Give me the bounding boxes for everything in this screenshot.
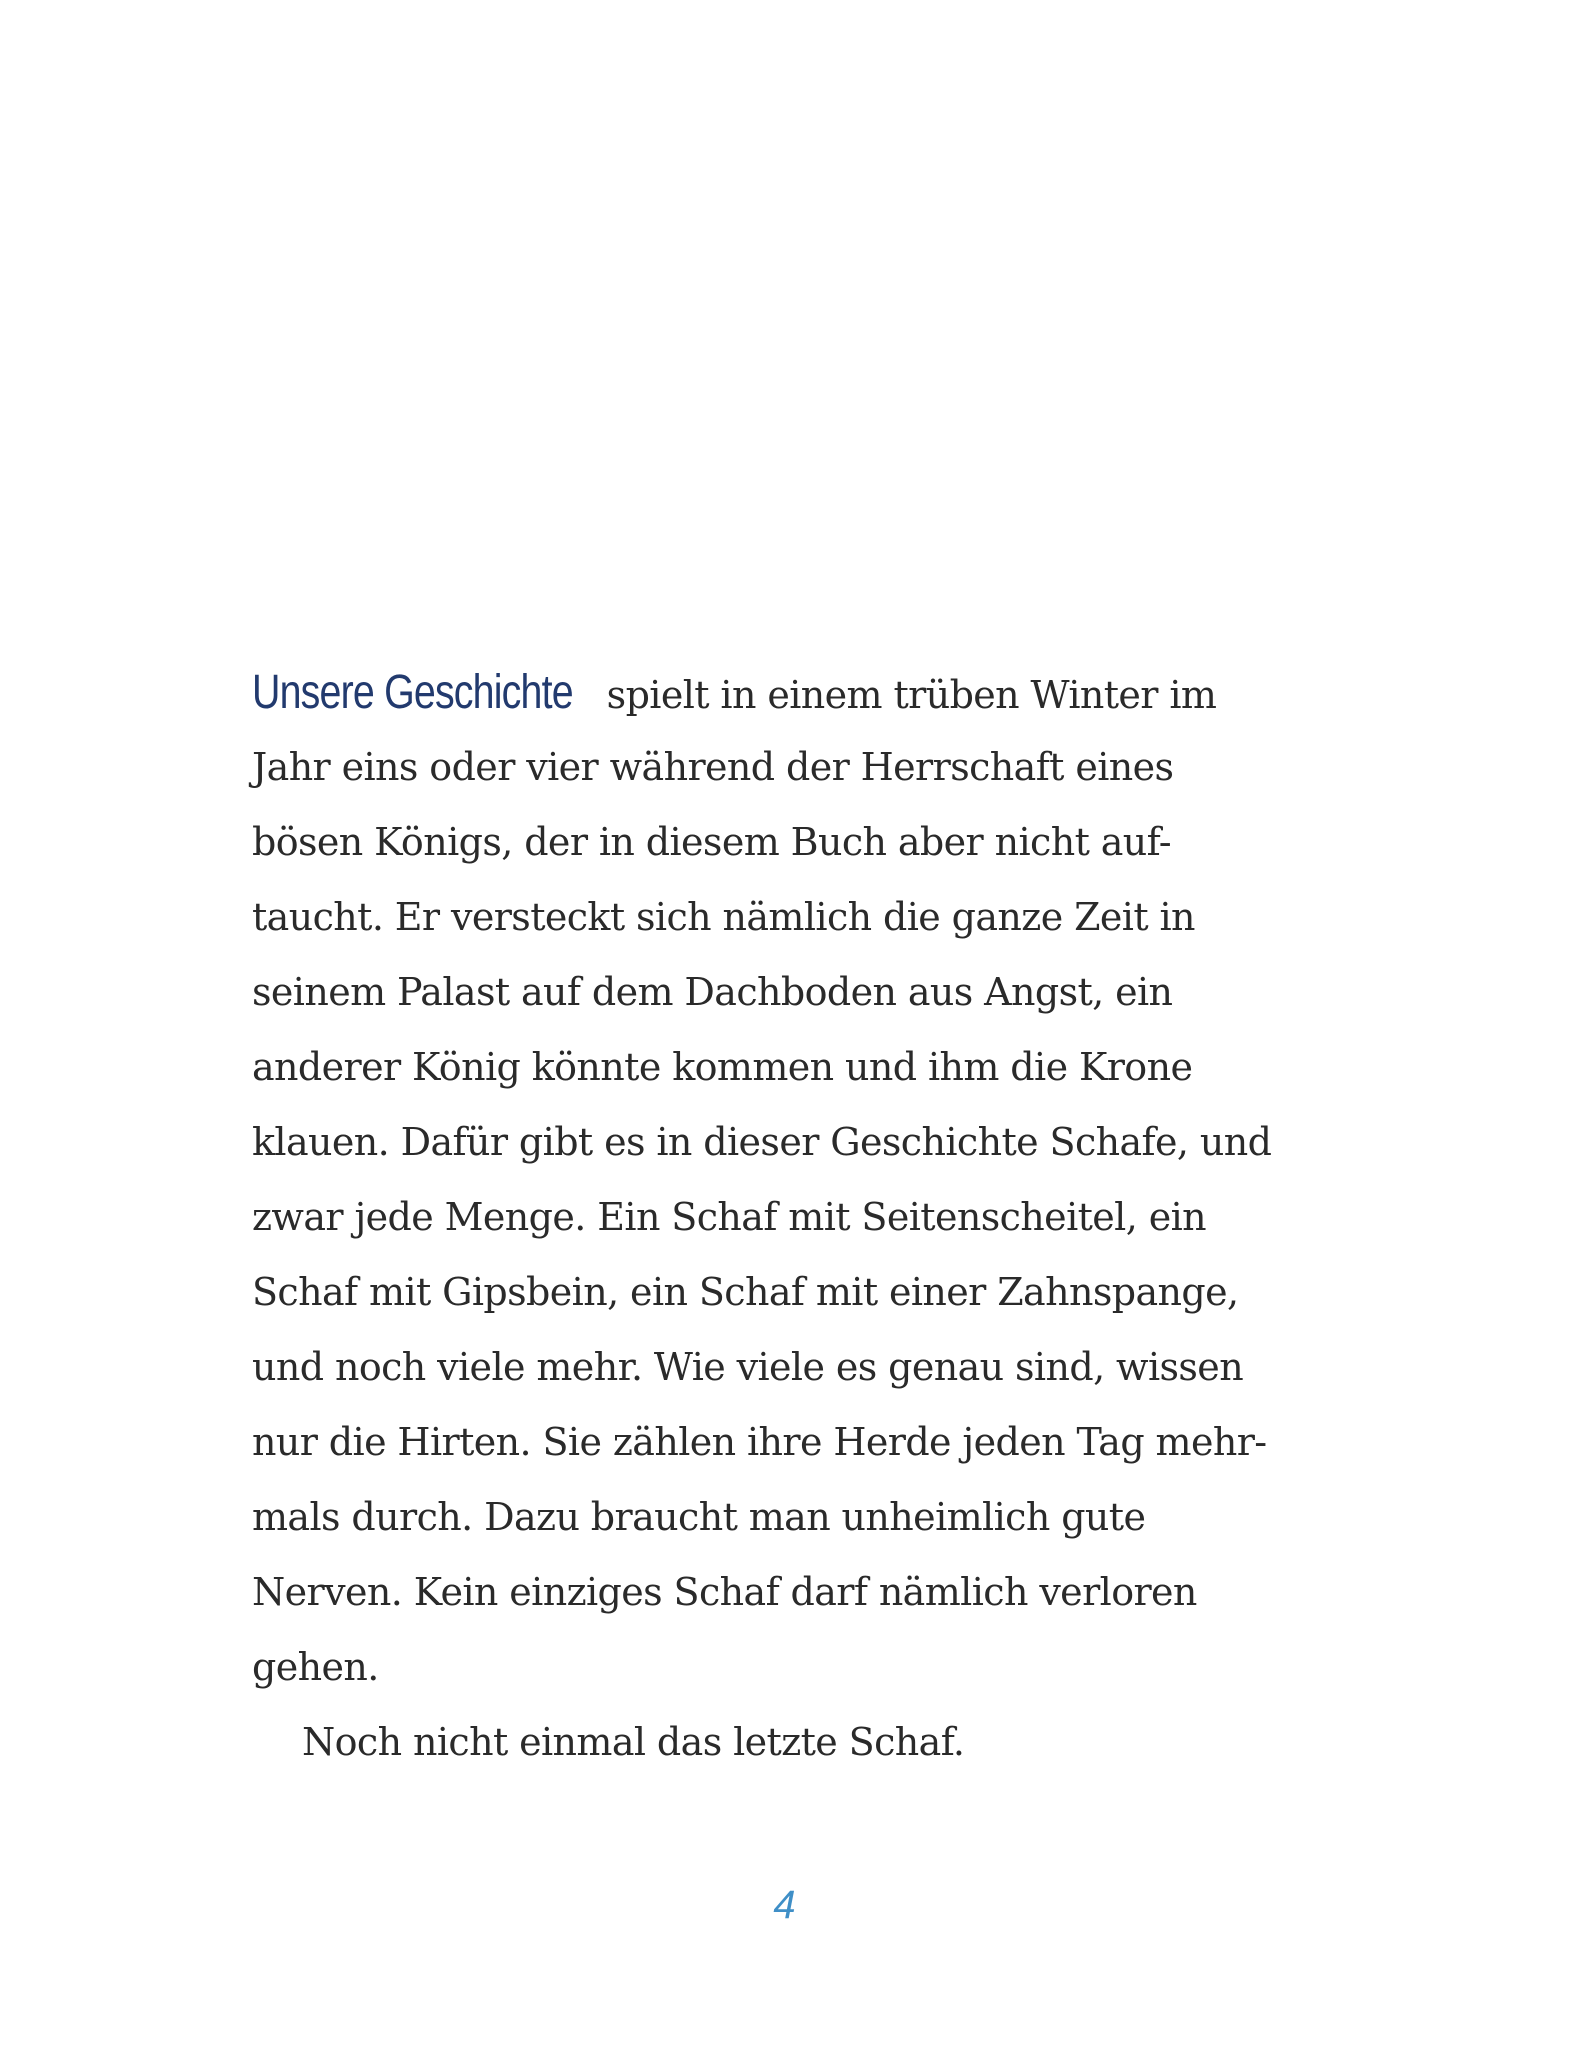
story-line (252, 655, 1302, 730)
story-line: zwar jede Menge. Ein Schaf mit Seitenscheitel, ein (252, 1195, 1207, 1239)
story-line: Jahr eins oder vier während der Herrschaft eines (252, 745, 1174, 789)
story-text (252, 655, 1302, 1780)
page-number: 4 (773, 1883, 796, 1927)
story-line: klauen. Dafür gibt es in dieser Geschichte Schafe, und (252, 1120, 1272, 1164)
story-line: Nerven. Kein einziges Schaf darf nämlich verloren (252, 1570, 1197, 1614)
story-line: gehen. (252, 1645, 379, 1689)
story-line: mals durch. Dazu braucht man unheimlich gute (252, 1495, 1146, 1539)
story-line: nur die Hirten. Sie zählen ihre Herde jeden Tag mehr- (252, 1420, 1267, 1464)
story-line: Schaf mit Gipsbein, ein Schaf mit einer Zahnspange, (252, 1270, 1239, 1314)
story-lead-heading: Unsere Geschichte (252, 666, 573, 719)
story-line: seinem Palast auf dem Dachboden aus Angst, ein (252, 970, 1173, 1014)
story-line: taucht. Er versteckt sich nämlich die ganze Zeit in (252, 895, 1195, 939)
story-closing-line: Noch nicht einmal das letzte Schaf. (302, 1720, 965, 1764)
story-line: bösen Königs, der in diesem Buch aber nicht auf- (252, 820, 1171, 864)
story-line: anderer König könnte kommen und ihm die Krone (252, 1045, 1193, 1089)
story-line-text: spielt in einem trüben Winter im (595, 673, 1217, 717)
story-line: und noch viele mehr. Wie viele es genau sind, wissen (252, 1345, 1244, 1389)
